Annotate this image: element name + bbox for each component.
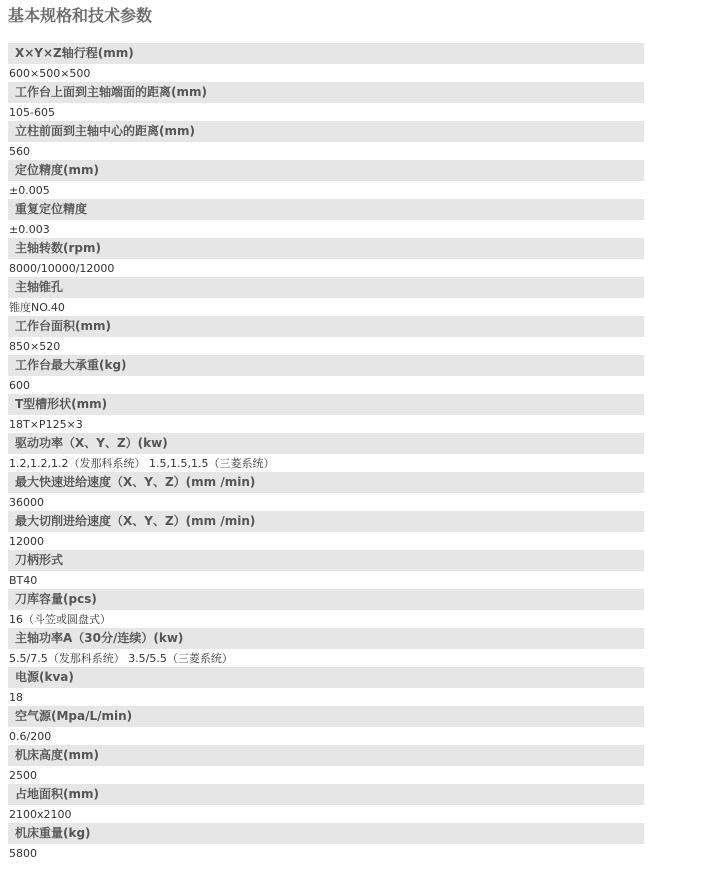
- spec-label: 最大快速进给速度（X、Y、Z）(mm /min): [8, 472, 644, 493]
- spec-value: 5.5/7.5（发那科系统） 3.5/5.5（三菱系统）: [9, 652, 233, 665]
- spec-label: 工作台最大承重(kg): [8, 355, 644, 376]
- spec-item: [8, 589, 644, 628]
- spec-label: 定位精度(mm): [8, 160, 644, 181]
- spec-item: [8, 43, 644, 82]
- spec-label: 工作台面积(mm): [8, 316, 644, 337]
- spec-label: 最大切削进给速度（X、Y、Z）(mm /min): [8, 511, 644, 532]
- spec-label: 机床重量(kg): [8, 823, 644, 844]
- spec-value: BT40: [9, 574, 38, 587]
- spec-label: X×Y×Z轴行程(mm): [8, 43, 644, 64]
- spec-value: 18T×P125×3: [9, 418, 83, 431]
- spec-item: [8, 394, 644, 433]
- spec-item: [8, 82, 644, 121]
- spec-value: 8000/10000/12000: [9, 262, 115, 275]
- spec-list: [8, 43, 644, 862]
- spec-value: 600: [9, 379, 30, 392]
- spec-item: [8, 745, 644, 784]
- spec-item: [8, 667, 644, 706]
- spec-label: 刀库容量(pcs): [8, 589, 644, 610]
- spec-item: [8, 706, 644, 745]
- spec-item: [8, 433, 644, 472]
- spec-item: [8, 160, 644, 199]
- spec-label: 电源(kva): [8, 667, 644, 688]
- spec-item: [8, 472, 644, 511]
- spec-item: [8, 511, 644, 550]
- spec-value: 600×500×500: [9, 67, 91, 80]
- spec-label: 主轴功率A（30分/连续）(kw): [8, 628, 644, 649]
- spec-item: [8, 121, 644, 160]
- spec-value: 560: [9, 145, 30, 158]
- spec-item: [8, 277, 644, 316]
- spec-value: 36000: [9, 496, 44, 509]
- spec-label: 工作台上面到主轴端面的距离(mm): [8, 82, 644, 103]
- spec-value: 850×520: [9, 340, 61, 353]
- spec-item: [8, 628, 644, 667]
- spec-label: 占地面积(mm): [8, 784, 644, 805]
- spec-item: [8, 784, 644, 823]
- spec-value: 1.2,1.2,1.2（发那科系统） 1.5,1.5,1.5（三菱系统）: [9, 457, 275, 470]
- spec-item: [8, 550, 644, 589]
- spec-item: [8, 355, 644, 394]
- spec-label: 主轴转数(rpm): [8, 238, 644, 259]
- spec-label: 刀柄形式: [8, 550, 644, 571]
- spec-value: 0.6/200: [9, 730, 52, 743]
- spec-item: [8, 238, 644, 277]
- spec-label: 重复定位精度: [8, 199, 644, 220]
- spec-value: 2500: [9, 769, 37, 782]
- spec-item: [8, 823, 644, 862]
- spec-value: 18: [9, 691, 23, 704]
- spec-value: ±0.003: [9, 223, 50, 236]
- spec-item: [8, 316, 644, 355]
- spec-label: 驱动功率（X、Y、Z）(kw): [8, 433, 644, 454]
- spec-label: 空气源(Mpa/L/min): [8, 706, 644, 727]
- spec-label: 主轴锥孔: [8, 277, 644, 298]
- spec-value: 5800: [9, 847, 37, 860]
- spec-value: 2100x2100: [9, 808, 72, 821]
- spec-value: 105-605: [9, 106, 55, 119]
- spec-label: T型槽形状(mm): [8, 394, 644, 415]
- spec-value: 锥度NO.40: [9, 301, 65, 314]
- spec-value: 12000: [9, 535, 44, 548]
- spec-value: ±0.005: [9, 184, 50, 197]
- spec-item: [8, 199, 644, 238]
- spec-label: 机床高度(mm): [8, 745, 644, 766]
- page-title: 基本规格和技术参数: [8, 6, 153, 25]
- spec-value: 16（斗笠或圆盘式）: [9, 613, 111, 626]
- spec-label: 立柱前面到主轴中心的距离(mm): [8, 121, 644, 142]
